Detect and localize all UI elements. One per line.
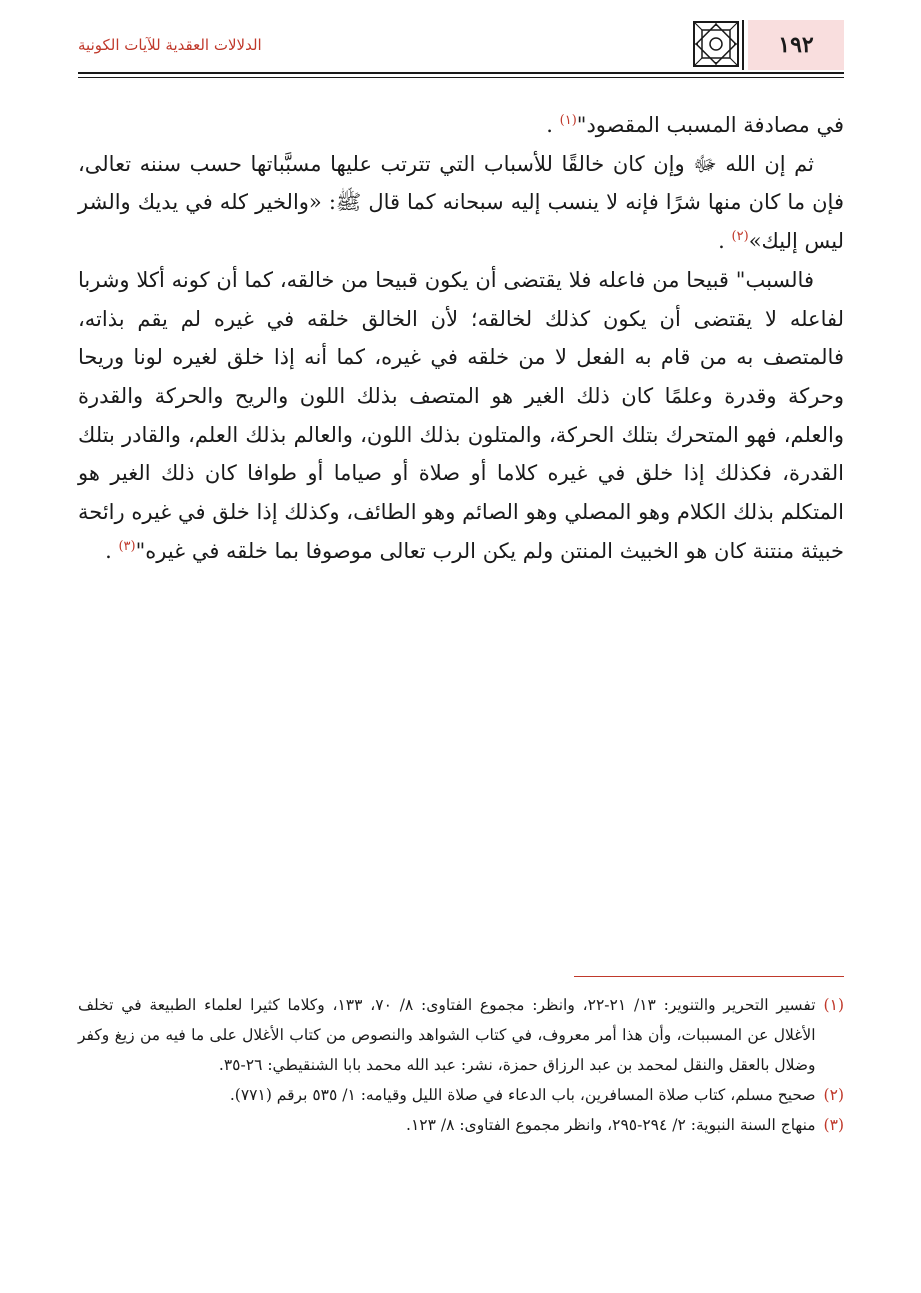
footnote-number: (٢) <box>823 1086 844 1104</box>
page-number: ١٩٢ <box>748 20 844 70</box>
footnote-text: تفسير التحرير والتنوير: ١٣/ ٢١-٢٢، وانظر: مجموع الفتاوى: ٨/ ٧٠، ١٣٣، وكلاما كثيرا لعلماء الطبيعة في تخلف الأغلال عن المسببات، وأن هذا أمر معروف، في كتاب الشواهد والنصوص من كتاب الأغلال على ما فيه من زيغ وكفر وضلال بالعقل والنقل لمحمد بن عبد الرزاق حمزة، نشر: عبد الله محمد بابا الشنقيطي: ٢٦-٣٥. <box>78 996 816 1074</box>
footnote <box>78 990 844 1080</box>
footnote-number: (١) <box>823 996 844 1014</box>
document-page <box>78 18 844 1273</box>
footnote-marker[interactable]: (٢) <box>731 229 749 245</box>
footnote-marker[interactable]: (٣) <box>118 538 136 554</box>
footnote <box>78 1110 844 1140</box>
book-title: الدلالات العقدية للآيات الكونية <box>78 36 262 54</box>
footnote <box>78 1080 844 1110</box>
paragraph: فالسبب" قبيحا من فاعله فلا يقتضى أن يكون قبيحا من خالقه، كما أن كونه أكلا وشربا لفاعله لا يقتضى أن يكون كذلك لخالقه؛ لأن الخالق خلقه في غيره لم يقم بذاته، فالمتصف به من قام به الفعل لا من خلقه في غيره، كما أنه إذا خلق لغيره لونا وريحا وحركة وقدرة وعلمًا كان ذلك الغير هو المتصف بذلك اللون والريح والحركة والقدرة والعلم، فهو المتحرك بتلك الحركة، والمتلون بذلك اللون، والعالم بذلك العلم، والقادر بتلك القدرة، فكذلك إذا خلق في غيره كلاما أو صلاة أو صياما أو طوافا كان ذلك الغير هو المتكلم بذلك الكلام وهو المصلي وهو الصائم وهو الطائف، وكذلك إذا خلق في غيره رائحة خبيثة منتنة كان هو الخبيث المنتن ولم يكن الرب تعالى موصوفا بما خلقه في غيره"$^{(٣)}$ . <box>78 267 844 563</box>
footnotes <box>78 990 844 1140</box>
footnote-marker[interactable]: (١) <box>559 113 577 128</box>
paragraph: في مصادفة المسبب المقصود"$^{(١)}$ . <box>546 113 844 137</box>
geometric-star-ornament-icon <box>692 20 740 68</box>
footnote-number: (٣) <box>823 1116 844 1134</box>
header-divider <box>742 20 744 70</box>
header-rule-thin <box>78 77 844 78</box>
header-rule <box>78 72 844 74</box>
body-text <box>78 106 844 570</box>
paragraph: ثم إن الله ﷻ وإن كان خالقًا للأسباب التي تترتب عليها مسبَّباتها حسب سننه تعالى، فإن ما كان منها شرًا فإنه لا ينسب إليه سبحانه كما قال ﷺ: «والخير كله في يديك والشر ليس إليك»$^{(٢)}$ . <box>78 151 844 254</box>
footnote-text: منهاج السنة النبوية: ٢/ ٢٩٤-٢٩٥، وانظر مجموع الفتاوى: ٨/ ١٢٣. <box>406 1116 816 1134</box>
footnote-text: صحيح مسلم، كتاب صلاة المسافرين، باب الدعاء في صلاة الليل وقيامه: ١/ ٥٣٥ برقم (٧٧١). <box>229 1086 816 1104</box>
footnote-separator <box>574 976 844 977</box>
page-header <box>78 18 844 76</box>
